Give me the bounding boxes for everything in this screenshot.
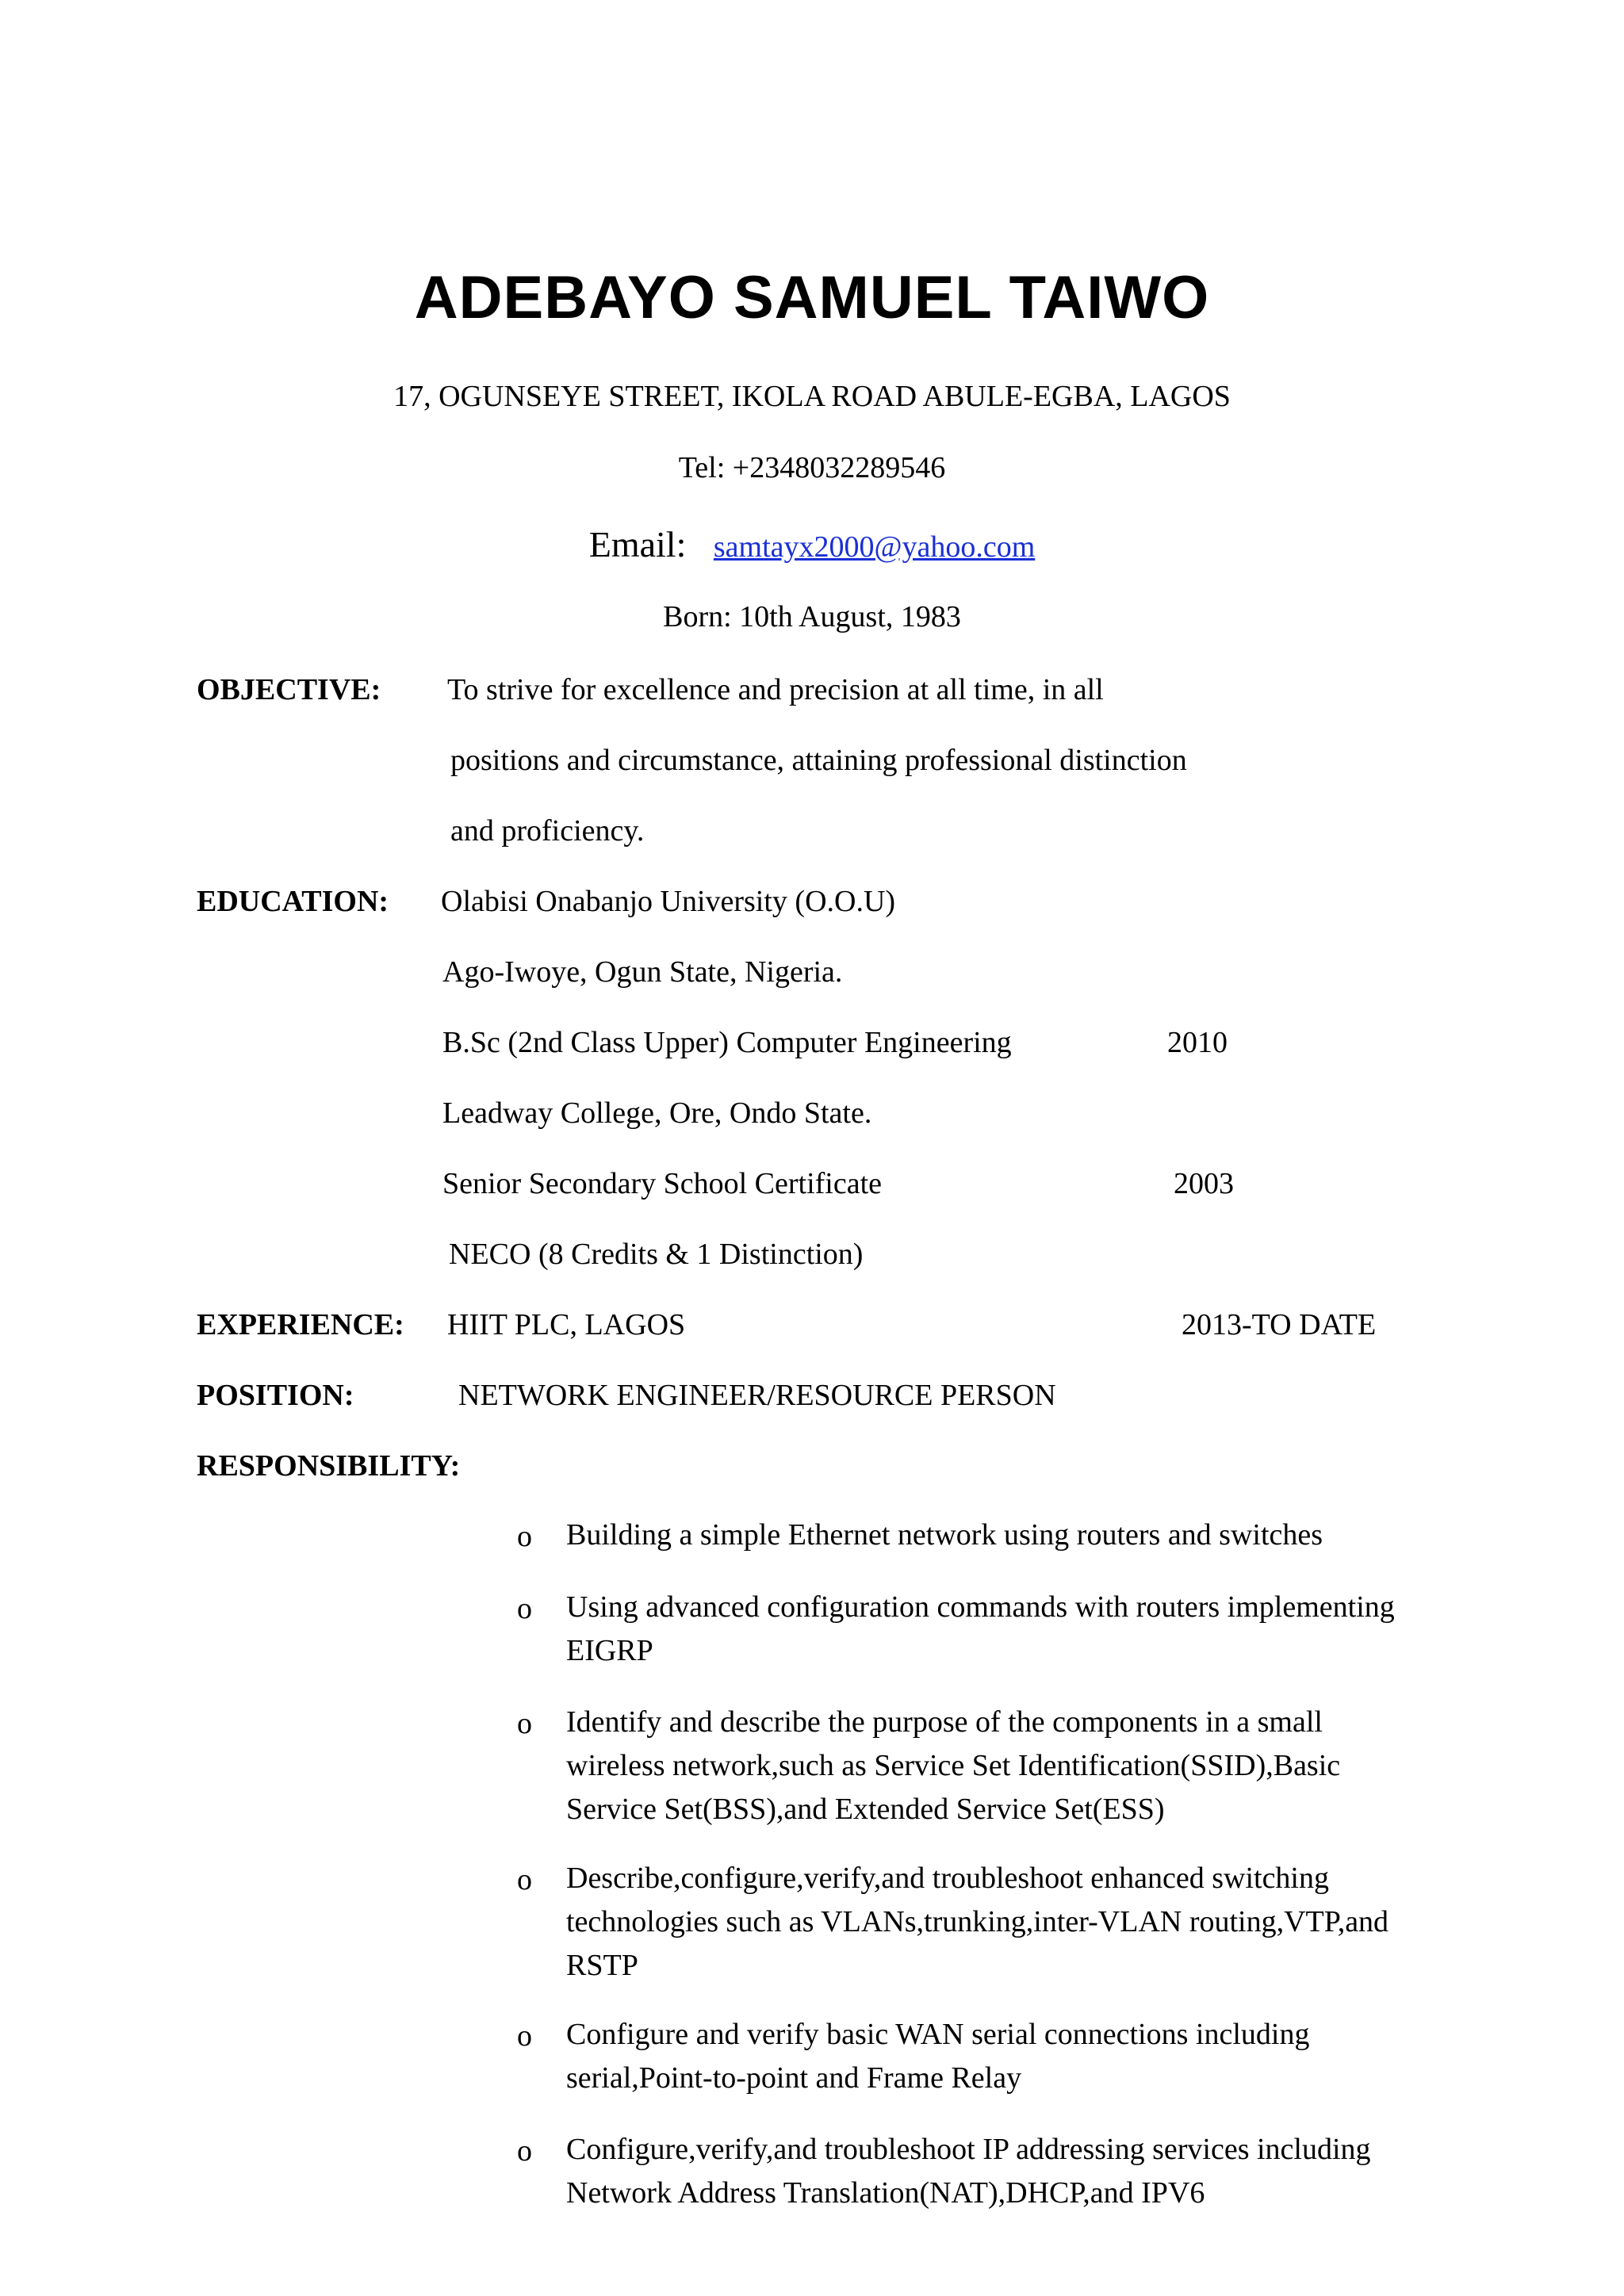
email-label: Email: [588,524,687,564]
bullet-marker: o [517,1592,532,1625]
experience-period: 2013-TO DATE [1182,1308,1377,1341]
telephone: Tel: +2348032289546 [678,451,946,484]
objective-line-3: and proficiency. [450,814,645,848]
objective-label: OBJECTIVE: [197,673,381,706]
address: 17, OGUNSEYE STREET, IKOLA ROAD ABULE-EGBA, LAGOS [393,380,1231,413]
responsibility-item-5: Configure and verify basic WAN serial connections including serial,Point-to-point and Frame Relay [566,2018,1310,2095]
responsibility-item-3: Identify and describe the purpose of the components in a small wireless network,such as Service Set Identification(SSID),Basic Service Set(BSS),and Extended Service Set(ESS) [566,1705,1341,1826]
email-link[interactable]: samtayx2000@yahoo.com [713,530,1036,564]
experience-company: HIIT PLC, LAGOS [447,1308,686,1341]
education-year-degree: 2010 [1167,1026,1228,1059]
bullet-marker: o [517,2019,532,2053]
responsibility-item-4: Describe,configure,verify,and troubleshoot enhanced switching technologies such as VLANs,trunking,inter-VLAN routing,VTP,and RSTP [566,1862,1389,1982]
objective-line-2: positions and circumstance, attaining professional distinction [450,744,1187,777]
bullet-marker: o [517,1520,532,1553]
bullet-marker: o [517,1707,532,1740]
objective-line-1: To strive for excellence and precision at all time, in all [447,673,1104,706]
education-line-college: Leadway College, Ore, Ondo State. [442,1096,872,1130]
email-line [0,523,1624,565]
education-line-degree: B.Sc (2nd Class Upper) Computer Engineering [442,1026,1012,1059]
bullet-marker: o [517,1863,532,1896]
position-label: POSITION: [197,1379,354,1412]
bullet-marker: o [517,2134,532,2168]
responsibility-item-2: Using advanced configuration commands with routers implementing EIGRP [566,1590,1395,1667]
education-label: EDUCATION: [197,885,389,918]
responsibility-item-6: Configure,verify,and troubleshoot IP addressing services including Network Address Translation(NAT),DHCP,and IPV6 [566,2133,1371,2210]
education-line-location: Ago-Iwoye, Ogun State, Nigeria. [442,955,843,989]
responsibility-label: RESPONSIBILITY: [197,1449,461,1483]
responsibility-item-1: Building a simple Ethernet network using routers and switches [566,1518,1323,1552]
education-line-university: Olabisi Onabanjo University (O.O.U) [441,885,896,918]
position-value: NETWORK ENGINEER/RESOURCE PERSON [458,1379,1056,1412]
candidate-name: ADEBAYO SAMUEL TAIWO [414,264,1210,331]
education-line-neco: NECO (8 Credits & 1 Distinction) [449,1238,864,1271]
education-year-ssce: 2003 [1174,1167,1234,1200]
experience-label: EXPERIENCE: [197,1308,404,1341]
education-line-ssce: Senior Secondary School Certificate [442,1167,883,1200]
birth-date: Born: 10th August, 1983 [663,600,961,633]
